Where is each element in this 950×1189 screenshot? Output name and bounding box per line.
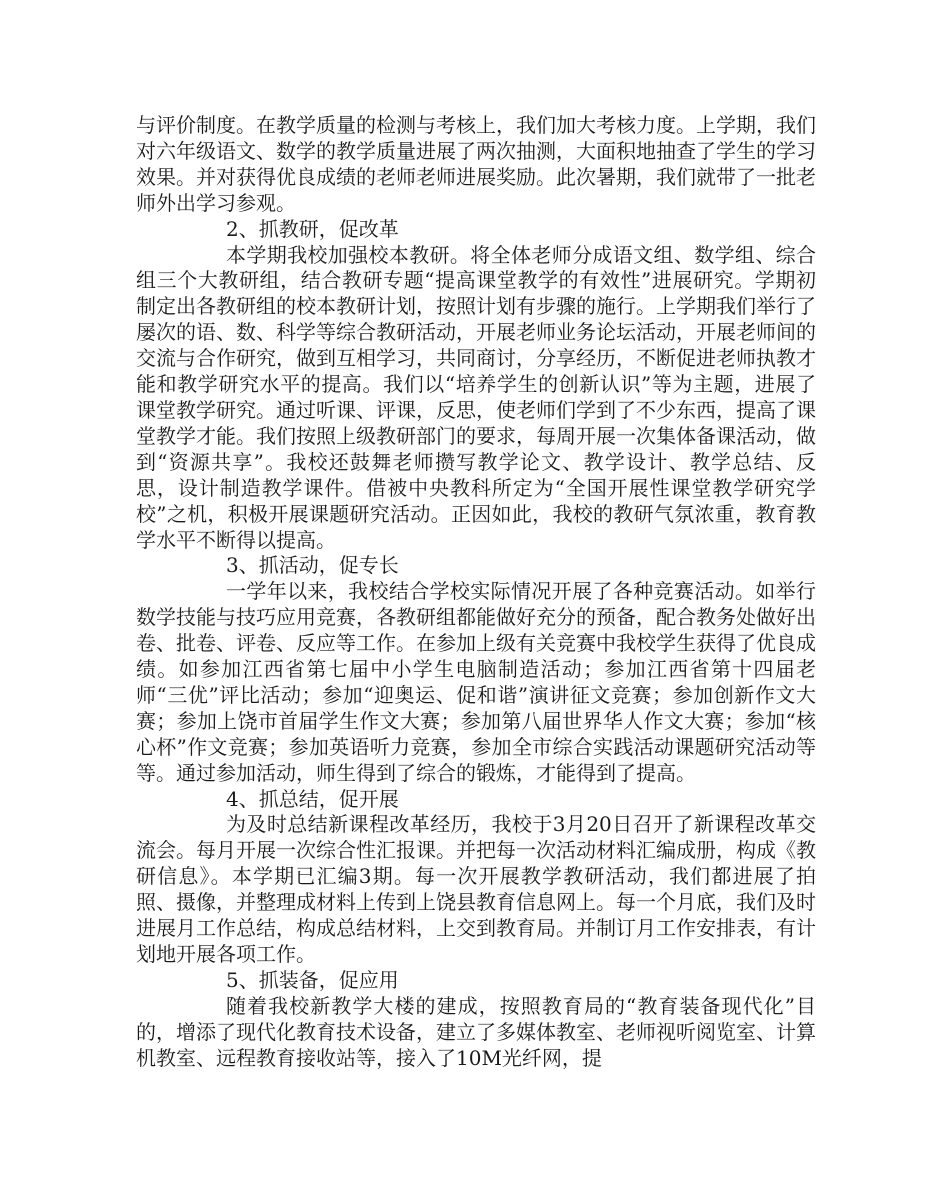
paragraph-equipment: 随着我校新教学大楼的建成，按照教育局的“教育装备现代化”目的，增添了现代化教育技术设备，建立了多媒体教室、老师视听阅览室、计算机教室、远程教育接收站等，接入了10M光纤网，提 [136, 993, 816, 1070]
document-page [136, 113, 816, 1072]
paragraph-evaluation-system: 与评价制度。在教学质量的检测与考核上，我们加大考核力度。上学期，我们对六年级语文、数学的教学质量进展了两次抽测，大面积地抽查了学生的学习效果。并对获得优良成绩的老师老师进展奖励。此次暑期，我们就带了一批老师外出学习参观。 [136, 113, 816, 215]
paragraph-summary: 为及时总结新课程改革经历，我校于3月20日召开了新课程改革交流会。每月开展一次综合性汇报课。并把每一次活动材料汇编成册，构成《教研信息》。本学期已汇编3期。每一次开展教学教研活动，我们都进展了拍照、摄像，并整理成材料上传到上饶县教育信息网上。每一个月底，我们及时进展月工作总结，构成总结材料，上交到教育局。并制订月工作安排表，有计划地开展各项工作。 [136, 812, 816, 966]
paragraph-activities: 一学年以来，我校结合学校实际情况开展了各种竞赛活动。如举行数学技能与技巧应用竞赛，各教研组都能做好充分的预备，配合教务处做好出卷、批卷、评卷、反应等工作。在参加上级有关竞赛中我校学生获得了优良成绩。如参加江西省第七届中小学生电脑制造活动；参加江西省第十四届老师“三优”评比活动；参加“迎奥运、促和谐”演讲征文竞赛；参加创新作文大赛；参加上饶市首届学生作文大赛；参加第八届世界华人作文大赛；参加“核心杯”作文竞赛；参加英语听力竞赛，参加全市综合实践活动课题研究活动等等。通过参加活动，师生得到了综合的锻炼，才能得到了提高。 [136, 579, 816, 785]
heading-activities: 3、抓活动，促专长 [226, 553, 399, 578]
heading-teaching-research: 2、抓教研，促改革 [226, 216, 399, 241]
heading-equipment: 5、抓装备，促应用 [226, 967, 399, 992]
paragraph-teaching-research: 本学期我校加强校本教研。将全体老师分成语文组、数学组、综合组三个大教研组，结合教研专题“提高课堂教学的有效性”进展研究。学期初制定出各教研组的校本教研计划，按照计划有步骤的施行。上学期我们举行了屡次的语、数、科学等综合教研活动，开展老师业务论坛活动，开展老师间的交流与合作研究，做到互相学习，共同商讨，分享经历，不断促进老师执教才能和教学研究水平的提高。我们以“培养学生的创新认识”等为主题，进展了课堂教学研究。通过听课、评课，反思，使老师们学到了不少东西，提高了课堂教学才能。我们按照上级教研部门的要求，每周开展一次集体备课活动，做到“资源共享”。我校还鼓舞老师攒写教学论文、教学设计、教学总结、反思，设计制造教学课件。借被中央教科所定为“全国开展性课堂教学研究学校”之机，积极开展课题研究活动。正因如此，我校的教研气氛浓重，教育教学水平不断得以提高。 [136, 242, 816, 552]
heading-summary: 4、抓总结，促开展 [226, 786, 399, 811]
